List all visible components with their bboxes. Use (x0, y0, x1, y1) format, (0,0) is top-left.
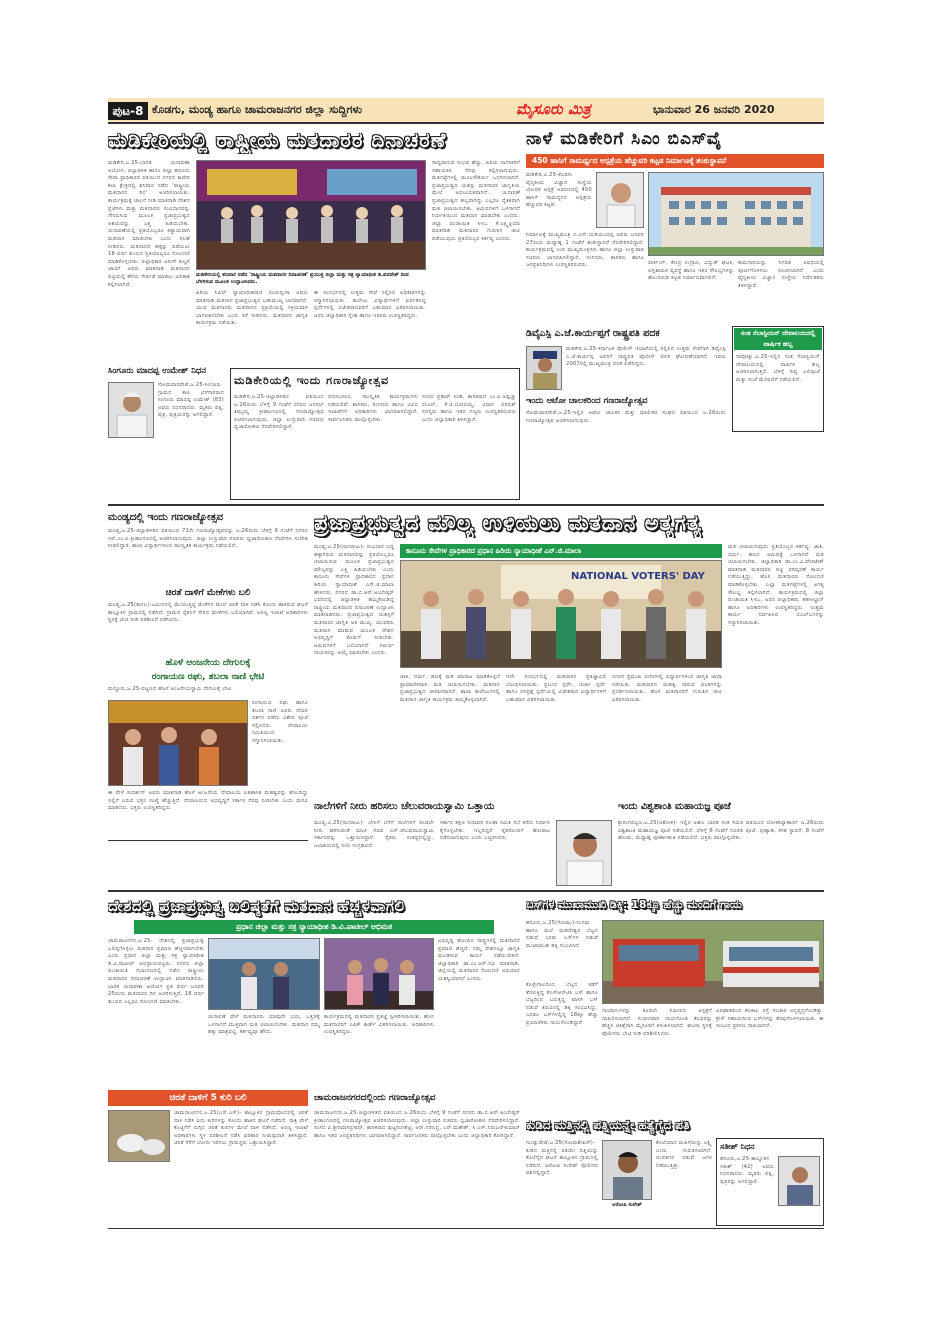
story-body: ಮಂಡ್ಯ,ಜ.25(ನಾಗರಾಜು)- ಸಂವಿಧಾನ ಬದ್ಧ ಹಕ್ಕಾಗಿರುವ ಮತದಾನವನ್ನು ಪ್ರತಿಯೊಬ್ಬರೂ ಚಲಾಯಿಸುವ ಮೂಲಕ ಪ್ರಜಾಪ್ರಭುತ್ವದ ಮೌಲ್ಯವನ್ನು ಎತ್ತಿ ಹಿಡಿಯಬೇಕು ಎಂದು ಕಾನೂನು ಸೇವೆಗಳ ಪ್ರಾಧಿಕಾರದ ಪ್ರಧಾನ ಹಿರಿಯ ನ್ಯಾಯಾಧೀಶೆ ಎನ್.ಜಿ.ಮಾಲಾ ಹೇಳಿದರು. ನಗರದ ಡಾ.ಬಿ.ಆರ್.ಅಂಬೇಡ್ಕರ್ ಭವನದಲ್ಲಿ ಜಿಲ್ಲಾಡಳಿತ ಹಮ್ಮಿಕೊಂಡಿದ್ದ ರಾಷ್ಟ್ರೀಯ ಮತದಾರರ ದಿನಾಚರಣೆ ಉದ್ಘಾಟಿಸಿ ಮಾತನಾಡಿದರು. ಪ್ರಜಾಪ್ರಭುತ್ವದ ಯಶಸ್ಸಿಗೆ ಮತದಾರರ ಜಾಗೃತಿ ಅತಿ ಮುಖ್ಯ. ಯುವಕರು ಮತದಾನ ಮಾಡುವ ಮೂಲಕ ದೇಶದ ಅಭಿವೃದ್ಧಿಗೆ ಕೊಡುಗೆ ನೀಡಬೇಕು. ಆಮಿಷಗಳಿಗೆ ಬಲಿಯಾಗದೆ ಸಮರ್ಥ ನಾಯಕರನ್ನು ಆಯ್ಕೆ ಮಾಡಬೇಕು ಎಂದರು. (314, 544, 394, 657)
headline-vishwashanti-pooja: ಇಂದು ವಿಶ್ವಶಾಂತಿ ಮಹಾಯಜ್ಞ ಪೂಜೆ (618, 801, 731, 812)
headline-leopard-goats: ಚಿರತೆ ದಾಳಿಗೆ ಮೇಕೆಗಳು ಬಲಿ (165, 588, 251, 598)
story-body: ಚುನಾವಣೆ ವೇಳೆ ಮತದಾರರು ಯಾವುದೇ ಭಯ, ಒತ್ತಡಕ್ಕೆ ಒಳಗಾಗದೆ ಮುಕ್ತವಾಗಿ ಮತ ಚಲಾಯಿಸಬೇಕು. ಮತದಾನ ನಮ್ಮ ಹಕ್ಕು ಮಾತ್ರವಲ್ಲ, ಕರ್ತವ್ಯವೂ ಹೌದು. (208, 1014, 320, 1036)
issue-date: ಭಾನುವಾರ 26 ಜನವರಿ 2020 (653, 103, 775, 116)
newspaper-name: ಮೈಸೂರು ಮಿತ್ರ (516, 100, 591, 118)
newspaper-page (108, 98, 824, 1226)
story-body: ಹನೂರು,ಜ.25-ತಾಲ್ಲೂಕಿನ ಸತೀಶ್ (42) ಅವರು ನಿಧನರಾದರು. ಮೃತರು ಪತ್ನಿ, ಪುತ್ರರನ್ನು ಅಗಲಿದ್ದಾರೆ. (720, 1156, 774, 1185)
story-body: ಹಿರಿಯ ಸಿವಿಲ್ ನ್ಯಾಯಾಧೀಶರಾದ ನೂರುನ್ನೀಸಾ ಅವರು ಮಾತನಾಡಿ ಮತದಾನ ಪ್ರಜಾಪ್ರಭುತ್ವದ ಬಹುಮುಖ್ಯ ಭಾಗವಾಗಿದೆ. ಯುವ ಮತದಾರರು ಮತದಾನದ ಪ್ರಕ್ರಿಯೆಯಲ್ಲಿ ಸಕ್ರಿಯವಾಗಿ ಭಾಗವಹಿಸಬೇಕು ಎಂದು ಕರೆ ನೀಡಿದರು. ಮತದಾರರ ಜಾಗೃತಿ ಕಾರ್ಯಕ್ರಮ ನಡೆಯಿತು. (196, 290, 308, 327)
photo-satish-portrait (778, 1156, 820, 1206)
photo-chamarajanagar-event-1 (208, 938, 320, 1010)
headline-bus-accident: ಬಸ್‍ಗಳ ಮುಖಾಮುಖಿ ಡಿಕ್ಕಿ: 18ಕ್ಕೂ ಹೆಚ್ಚು ಮಂದಿಗೆ ಗಾಯ (526, 898, 742, 911)
story-body: ಶ್ರೀರಂಗಪಟ್ಟಣ,ಜ.25(ಅಶೋಕ)- ಇಲ್ಲಿನ ಅಖಿಲ ಭಾರತ ಸಂತ ಸಮಿತಿ ವತಿಯಿಂದ ಲೋಕಕಲ್ಯಾಣಾರ್ಥ ಜ.26ರಂದು ವಿಶ್ವಶಾಂತಿ ಮಹಾಯಜ್ಞ ಪೂಜೆ ನಡೆಯಲಿದೆ. ಬೆಳಿಗ್ಗೆ 6 ಗಂಟೆಗೆ ಗಣಪತಿ ಪೂಜೆ, ಪುಣ್ಯಾಹ, ಕಳಶ ಸ್ಥಾಪನೆ, 8 ಗಂಟೆಗೆ ಹೋಮ, ಮಧ್ಯಾಹ್ನ ಪೂರ್ಣಾಹುತಿ ನಡೆಯಲಿದೆ. ಭಕ್ತರು ಪಾಲ್ಗೊಳ್ಳಬೇಕು. (618, 820, 824, 842)
story-body: ಸೋಮವಾರಪೇಟೆ,ಜ.25-ಇಲ್ಲಿನ ಆಟೋ ಚಾಲಕರ ಮತ್ತು ಮಾಲೀಕರ ಸಂಘದ ವತಿಯಿಂದ ಜ.26ರಂದು ಗಣರಾಜ್ಯೋತ್ಸವ ಆಚರಿಸಲಾಗುವುದು. (526, 410, 726, 424)
photo-accused (602, 1140, 652, 1200)
headline-hole-anjaneya-line2: ರಂಗಾಯಣ ರಘು, ತಬಲಾ ನಾಣಿ ಭೇಟಿ (151, 672, 265, 682)
story-body: ಸಂಸದ ಪ್ರತಾಪ್ ಸಿಂಹ, ಶಾಸಕರಾದ ಎಂ.ಪಿ.ಅಪ್ಪಚ್ಚು ರಂಜನ್, ಕೆ.ಜಿ.ಬೋಪಯ್ಯ, ವಿಧಾನ ಪರಿಷತ್ ಸದಸ್ಯರು ಹಾಗೂ ಇತರ ಗಣ್ಯರು ಉಪಸ್ಥಿತರಿರುವರು ಎಂದು ಜಿಲ್ಲಾಧಿಕಾರಿ ತಿಳಿಸಿದ್ದಾರೆ. (422, 394, 516, 423)
portrait-illustration (109, 383, 154, 438)
headline-cm-visit: ನಾಳೆ ಮಡಿಕೇರಿಗೆ ಸಿಎಂ ಬಿಎಸ್‍ವೈ (526, 129, 723, 149)
story-body: ಮಡಿಕೇರಿ,ಜ.25-ಜಿಲ್ಲಾಡಳಿತದ ವತಿಯಿಂದ ಜ.26ರಂದು ಬೆಳಿಗ್ಗೆ 9 ಗಂಟೆಗೆ ನಗರದ ಜನರಲ್ ತಿಮ್ಮಯ್ಯ ಕ್ರೀಡಾಂಗಣದಲ್ಲಿ ಗಣರಾಜ್ಯೋತ್ಸವ ಆಚರಿಸಲಾಗುವುದು. ಜಿಲ್ಲಾ ಉಸ್ತುವಾರಿ ಸಚಿವರು ಧ್ವಜಾರೋಹಣ ನೆರವೇರಿಸಲಿದ್ದಾರೆ. (234, 394, 324, 431)
photo-cm-portrait (596, 172, 644, 228)
section-title: ಕೊಡಗು, ಮಂಡ್ಯ ಹಾಗೂ ಚಾಮರಾಜನಗರ ಜಿಲ್ಲಾ ಸುದ್ದಿಗಳು (152, 103, 362, 116)
subheadline-democracy-values: ಕಾನೂನು ಸೇವೆಗಳ ಪ್ರಾಧಿಕಾರದ ಪ್ರಧಾನ ಹಿರಿಯ ನ್ಯಾಯಾಧೀಶೆ ಎನ್.ಜಿ.ಮಾಲಾ (400, 544, 722, 558)
headline-voters-day-madikeri: ಮಡಿಕೇರಿಯಲ್ಲಿ ರಾಷ್ಟ್ರೀಯ ಮತದಾರರ ದಿನಾಚರಣೆ (108, 128, 447, 152)
story-body: ಮಂಡ್ಯ,ಜ.25(ನಾಗರಾಜು)- ಬೇಸಿಗೆ ಬೆಳೆಗೆ ನಾಲೆಗಳಿಗೆ ಕೂಡಲೇ ನೀರು ಹರಿಸುವಂತೆ ಮಾಜಿ ಸಚಿವ ಎನ್.ಚೆಲುವರಾಯಸ್ವಾಮಿ ಸರ್ಕಾರವನ್ನು ಒತ್ತಾಯಿಸಿದ್ದಾರೆ. ರೈತರು ಸಂಕಷ್ಟದಲ್ಲಿದ್ದು, ಜಲಾಶಯದಲ್ಲಿ ನೀರು ಸಂಗ್ರಹವಿದೆ. (314, 820, 434, 849)
headline-obituary-umesh: ಸಿಂಗೂರು ಮಾದಪ್ಪ ಉಮೇಶ್ ನಿಧನ (108, 366, 207, 376)
story-body: ನಗರದ ಪ್ರಮುಖ ಬೀದಿಗಳಲ್ಲಿ ವಿದ್ಯಾರ್ಥಿಗಳಿಂದ ಜಾಗೃತಿ ಜಾಥಾ ನಡೆಯಿತು. ಮತದಾನದ ಮಹತ್ವ ಸಾರುವ ಫಲಕಗಳನ್ನು ಪ್ರದರ್ಶಿಸಲಾಯಿತು. ಹೊಸ ಮತದಾರರಿಗೆ ಗುರುತಿನ ಚೀಟಿ ವಿತರಿಸಲಾಯಿತು. (612, 674, 722, 703)
story-body: ಕೊಲೆಯಾದ ಮಹಿಳೆಯನ್ನು ಲಕ್ಷ್ಮಿ ಎಂದು ಗುರುತಿಸಲಾಗಿದೆ. ದಂಪತಿಗಳ ನಡುವೆ ಜಗಳ ನಡೆಯುತ್ತಿತ್ತು. (656, 1140, 712, 1169)
event-illustration (325, 939, 434, 1010)
page-number: ಪುಟ-8 (108, 102, 148, 120)
portrait-illustration (597, 173, 644, 228)
story-body: ಹನೂರು,ಜ.25(ಸೋಮು)-ಸಂಗಮ ಹಾಗೂ ಮಲೆ ಮಹದೇಶ್ವರ ಬೆಟ್ಟದ ನಡುವೆ ಎರಡು ಬಸ್‌ಗಳ ನಡುವೆ ಮುಖಾಮುಖಿ ಡಿಕ್ಕಿ ಸಂಭವಿಸಿದೆ. (526, 920, 598, 949)
headline-leopard-sheep: ಚಿರತೆ ದಾಳಿಗೆ 5 ಕುರಿ ಬಲಿ (108, 1090, 308, 1106)
story-body: ಮಡಿಕೇರಿ,ಜ.25-ಭಾರತ ಚುನಾವಣಾ ಆಯೋಗ, ಜಿಲ್ಲಾಡಳಿತ ಹಾಗೂ ಜಿಲ್ಲಾ ಕಾನೂನು ಸೇವಾ ಪ್ರಾಧಿಕಾರದ ವತಿಯಿಂದ ನಗರದ ಕಾವೇರಿ ಕಲಾ ಕ್ಷೇತ್ರದಲ್ಲಿ ಶನಿವಾರ ನಡೆದ 'ರಾಷ್ಟ್ರೀಯ ಮತದಾರರ ದಿನ' ಆಚರಿಸಲಾಯಿತು. ಕಾರ್ಯಕ್ರಮಕ್ಕೆ ಚಾಲನೆ ನೀಡಿ ಮಾತನಾಡಿ ದೇಶದ ಪ್ರಜೆಗಳು ಮತ್ತು ಮತದಾರರು ಸಂವಿಧಾನವನ್ನು ಗೌರವಿಸುವ ಮೂಲಕ ಪ್ರಜಾಪ್ರಭುತ್ವದ ಆಶಯವನ್ನು ಎತ್ತಿ ಹಿಡಿಯಬೇಕು. ಚುನಾವಣೆಯಲ್ಲಿ ಪ್ರತಿಯೊಬ್ಬರೂ ಕಡ್ಡಾಯವಾಗಿ ಮತದಾನ ಮಾಡಬೇಕು ಎಂದು ಸಲಹೆ ನೀಡಿದರು. ಮತದಾನದ ಹಕ್ಕನ್ನು ಪಡೆಯಲು 18 ವರ್ಷ ತುಂಬಿದ ಪ್ರತಿಯೊಬ್ಬರೂ ನೋಂದಣಿ ಮಾಡಿಕೊಳ್ಳಬೇಕು. ಜಿಲ್ಲಾಧಿಕಾರಿ ಅನೀಸ್ ಕಣ್ಮಣಿ ಜಾಯ್ ಅವರು ಮಾತನಾಡಿ ಮತದಾರರ ಪಟ್ಟಿಯಲ್ಲಿ ಹೆಸರು ಸೇರ್ಪಡೆ ಮಾಡಲು ಅವಕಾಶ ಕಲ್ಪಿಸಲಾಗಿದೆ. (108, 160, 190, 288)
story-body: ರಂಗಾಯಣ ರಘು ಹಾಗೂ ತಬಲಾ ನಾಣಿ ಅವರು ದೇವರ ದರ್ಶನ ಪಡೆದು ವಿಶೇಷ ಪೂಜೆ ಸಲ್ಲಿಸಿದರು. ದೇವಾಲಯ ಸಮಿತಿಯಿಂದ ಸನ್ಮಾನಿಸಲಾಯಿತು. (252, 700, 308, 744)
story-body: ಕೊಳ್ಳೇಗಾಲದಿಂದ ಬೆಟ್ಟದ ಕಡೆಗೆ ತೆರಳುತ್ತಿದ್ದ ಕೆಎಸ್‌ಆರ್‌ಟಿಸಿ ಬಸ್ ಹಾಗೂ ಬೆಟ್ಟದಿಂದ ಬರುತ್ತಿದ್ದ ಖಾಸಗಿ ಬಸ್ ನಡುವೆ ತಿರುವಿನಲ್ಲಿ ಡಿಕ್ಕಿ ಸಂಭವಿಸಿದ್ದು, ಎರಡೂ ಬಸ್‌ಗಳಲ್ಲಿದ್ದ 18ಕ್ಕೂ ಹೆಚ್ಚು ಪ್ರಯಾಣಿಕರು ಗಾಯಗೊಂಡಿದ್ದಾರೆ. (526, 982, 598, 1026)
portrait-illustration (779, 1157, 820, 1206)
photo-dysp-portrait (526, 346, 562, 390)
photo-chamarajanagar-event-2 (324, 938, 434, 1010)
story-body: ಚಾಮರಾಜನಗರ,ಜ.25- ದೇಶದಲ್ಲಿ ಪ್ರಜಾಪ್ರಭುತ್ವ ಬಲಿಷ್ಠಗೊಳ್ಳಲು ಮತದಾನ ಪ್ರಮಾಣ ಹೆಚ್ಚಳವಾಗಬೇಕು ಎಂದು ಪ್ರಧಾನ ಜಿಲ್ಲಾ ಮತ್ತು ಸತ್ರ ನ್ಯಾಯಾಧೀಶ ಡಿ.ವಿ.ಪಾಟೀಲ್ ಅಭಿಪ್ರಾಯಪಟ್ಟರು. ನಗರದ ಜಿಲ್ಲಾ ಪಂಚಾಯಿತಿ ಸಭಾಂಗಣದಲ್ಲಿ ನಡೆದ ರಾಷ್ಟ್ರೀಯ ಮತದಾರರ ದಿನಾಚರಣೆ ಉದ್ಘಾಟಿಸಿ ಮಾತನಾಡಿದರು. ಭಾರತ ಚುನಾವಣಾ ಆಯೋಗ ಪ್ರತಿ ವರ್ಷ ಜನವರಿ 25ರಂದು ಮತದಾರರ ದಿನ ಆಚರಿಸುತ್ತಿದೆ. 18 ವರ್ಷ ತುಂಬಿದ ಎಲ್ಲರೂ ನೋಂದಣಿ ಮಾಡಬೇಕು. (108, 938, 204, 1005)
headline-water-lakes: ನಾಲೆಗಳಿಗೆ ನೀರು ಹರಿಸಲು ಚೆಲುವರಾಯಸ್ವಾಮಿ ಒತ್ತಾಯ (314, 801, 495, 812)
story-body: ಸೋಮವಾರಪೇಟೆ,ಜ.25-ಸಿಂಗೂರು ಗ್ರಾಮದ ಕಾಫಿ ಬೆಳೆಗಾರರಾದ ಸಿಂಗೂರು ಮಾದಪ್ಪ ಉಮೇಶ್ (83) ಅವರು ನಿಧನರಾದರು. ಮೃತರು ಪತ್ನಿ, ಪುತ್ರ, ಪುತ್ರಿಯರನ್ನು ಅಗಲಿದ್ದಾರೆ. (158, 382, 224, 419)
story-body: ಚಾಮರಾಜನಗರ,ಜ.25(ಎನ್.ಎಸ್)- ತಾಲ್ಲೂಕಿನ ಗ್ರಾಮವೊಂದರಲ್ಲಿ ಚಿರತೆ ದಾಳಿ ನಡೆಸಿ ಐದು ಕುರಿಗಳನ್ನು ಕೊಂದು ಹಾಕಿದ ಘಟನೆ ನಡೆದಿದೆ. ರಾತ್ರಿ ವೇಳೆ ಕೊಟ್ಟಿಗೆಗೆ ನುಗ್ಗಿದ ಚಿರತೆ ಕುರಿಗಳ ಮೇಲೆ ದಾಳಿ ನಡೆಸಿದೆ. ಅರಣ್ಯ ಇಲಾಖೆ ಅಧಿಕಾರಿಗಳು ಸ್ಥಳ ಪರಿಶೀಲನೆ ನಡೆಸಿ ಪರಿಹಾರ ನೀಡುವುದಾಗಿ ತಿಳಿಸಿದ್ದಾರೆ. ಚಿರತೆ ಸೆರೆಗೆ ಬೋನು ಇರಿಸಲು ಗ್ರಾಮಸ್ಥರು ಒತ್ತಾಯಿಸಿದ್ದಾರೆ. (174, 1110, 308, 1147)
hospital-illustration (649, 173, 824, 256)
story-body: ಈ ಸಂದರ್ಭದಲ್ಲಿ ಉತ್ತಮ ಸೇವೆ ಸಲ್ಲಿಸಿದ ಅಧಿಕಾರಿಗಳನ್ನು ಸನ್ಮಾನಿಸಲಾಯಿತು. ಕಾಲೇಜು ವಿದ್ಯಾರ್ಥಿಗಳಿಗೆ ಏರ್ಪಡಿಸಿದ್ದ ಸ್ಪರ್ಧೆಗಳಲ್ಲಿ ವಿಜೇತರಾದವರಿಗೆ ಬಹುಮಾನ ವಿತರಿಸಲಾಯಿತು. ಅಪರ ಜಿಲ್ಲಾಧಿಕಾರಿ ಸ್ನೇಹ ಹಾಗೂ ಇತರರು ಉಪಸ್ಥಿತರಿದ್ದರು. (314, 290, 426, 319)
bus-illustration (603, 921, 824, 1004)
divider (108, 1228, 824, 1229)
story-body: ಕಾಮಗಾರಿಯನ್ನು ನಿಗದಿತ ಅವಧಿಯಲ್ಲಿ ಪೂರ್ಣಗೊಳಿಸಲು ಸೂಚಿಸಲಾಗಿದೆ ಎಂದು ವೈದ್ಯಕೀಯ ವಿಜ್ಞಾನ ಸಂಸ್ಥೆಯ ನಿರ್ದೇಶಕರು ತಿಳಿಸಿದ್ದಾರೆ. (738, 260, 824, 289)
story-body: ಗುಂಡ್ಲುಪೇಟೆ,ಜ.25(ಸೋಮಶೇಖರ್)- ಕುಡಿದ ಮತ್ತಿನಲ್ಲಿ ಪತಿಯೇ ಪತ್ನಿಯನ್ನು ಕೊಲೆಗೈದ ಘಟನೆ ತಾಲ್ಲೂಕಿನ ಗ್ರಾಮದಲ್ಲಿ ನಡೆದಿದೆ. ಆರೋಪಿ ಸುರೇಶ್ ಪೊಲೀಸರ ವಶದಲ್ಲಿದ್ದಾನೆ. (526, 1140, 598, 1177)
headline-republic-madikeri: ಮಡಿಕೇರಿಯಲ್ಲಿ ಇಂದು ಗಣರಾಜ್ಯೋತ್ಸವ (234, 374, 390, 387)
story-body: ಗಾಯಾಳುಗಳನ್ನು ಕೂಡಲೇ ಸಮೀಪದ ಆಸ್ಪತ್ರೆಗೆ ದಾಖಲಿಸಲಾಗಿದೆ. ಗಂಭೀರವಾಗಿ ಗಾಯಗೊಂಡ ಕೆಲವರನ್ನು ಹೆಚ್ಚಿನ ಚಿಕಿತ್ಸೆಗಾಗಿ ಮೈಸೂರಿಗೆ ಕಳುಹಿಸಲಾಗಿದೆ. ಘಟನಾ ಸ್ಥಳಕ್ಕೆ ಪೊಲೀಸರು ಭೇಟಿ ನೀಡಿ ಪರಿಶೀಲಿಸಿದರು. (602, 1008, 712, 1037)
story-body: ಮಂಡ್ಯ,ಜ.25(ಕಾಗಲ)-ಜಮೀನಿನಲ್ಲಿ ಮೇಯುತ್ತಿದ್ದ ಮೇಕೆಗಳ ಮೇಲೆ ಚಿರತೆ ದಾಳಿ ನಡೆಸಿ ಕೊಂದು ಹಾಕಿರುವ ಘಟನೆ ತಾಲ್ಲೂಕಿನ ಗ್ರಾಮದಲ್ಲಿ ನಡೆದಿದೆ. ಗ್ರಾಮದ ರೈತನಿಗೆ ಸೇರಿದ ಮೇಕೆಗಳು ಬಲಿಯಾಗಿವೆ. ಅರಣ್ಯ ಇಲಾಖೆ ಅಧಿಕಾರಿಗಳು ಸ್ಥಳಕ್ಕೆ ಭೇಟಿ ನೀಡಿ ಪರಿಶೀಲನೆ ನಡೆಸಿದರು. (108, 602, 308, 624)
story-body: ನಿರ್ಮಾಣಕ್ಕೆ ಮುಖ್ಯಮಂತ್ರಿ ಬಿ.ಎಸ್.ಯಡಿಯೂರಪ್ಪ ಅವರು ಜನವರಿ 27ರಂದು ಮಧ್ಯಾಹ್ನ 1 ಗಂಟೆಗೆ ಶಂಕುಸ್ಥಾಪನೆ ನೆರವೇರಿಸಲಿದ್ದಾರೆ. ಕಾರ್ಯಕ್ರಮದಲ್ಲಿ ಉಪ ಮುಖ್ಯಮಂತ್ರಿಗಳು ಹಾಗೂ ಜಿಲ್ಲಾ ಉಸ್ತುವಾರಿ ಸಚಿವರು ಭಾಗವಹಿಸಲಿದ್ದಾರೆ. ಸಂಸದರು, ಶಾಸಕರು ಹಾಗೂ ಜನಪ್ರತಿನಿಧಿಗಳು ಉಪಸ್ಥಿತರಿರುವರು. (526, 232, 644, 269)
voters-day-banner-text: NATIONAL VOTERS' DAY (571, 571, 705, 582)
headline-hole-anjaneya (108, 656, 308, 684)
divider (108, 840, 308, 841)
photo-caption-accused: ಆರೋಪಿ ಸುರೇಶ್ (612, 1202, 642, 1208)
story-body: ನಾಪೋಕ್ಲು,ಜ.25-ಇಲ್ಲಿನ ಸಂತ ಸೆಬಾಸ್ಟಿಯನ್ ದೇವಾಲಯದಲ್ಲಿ ವಾರ್ಷಿಕ ಹಬ್ಬ ಆಚರಿಸಲಾಗುತ್ತಿದೆ. ಬೆಳಿಗ್ಗೆ ದಿವ್ಯ ಬಲಿಪೂಜೆ ಮತ್ತು ಸಂಜೆ ಮೆರವಣಿಗೆ ನಡೆಯಲಿದೆ. (736, 354, 820, 383)
photo-umesh-portrait (108, 382, 154, 438)
temple-illustration (109, 701, 248, 786)
photo-temple-visit (108, 700, 248, 786)
photo-caption-voters-day: ಮಡಿಕೇರಿಯಲ್ಲಿ ಶನಿವಾರ ನಡೆದ 'ರಾಷ್ಟ್ರೀಯ ಮತದಾರರ ದಿನಾಚರಣೆ' ಪ್ರಯುಕ್ತ ಜಿಲ್ಲಾ ಮತ್ತು ಸತ್ರ ನ್ಯಾಯಾಧೀಶ ಡಿ.ಪವನೇಶ್ ದೀಪ ಬೆಳಗಿಸುವ ಮೂಲಕ ಉದ್ಘಾಟಿಸಿದರು. (196, 272, 409, 285)
subheadline-cm-visit: 450 ಹಾಸಿಗೆ ಸಾಮರ್ಥ್ಯದ ಆಸ್ಪತ್ರೆಯ ಹೆಚ್ಚುವರಿ ಕಟ್ಟಡ ನಿರ್ಮಾಣಕ್ಕೆ ಶಂಕುಸ್ಥಾಪನೆ (526, 154, 824, 168)
story-body: ಕಾರ್ಯಕ್ರಮದಲ್ಲಿ ಮತದಾರರ ಪ್ರತಿಜ್ಞೆ ಸ್ವೀಕರಿಸಲಾಯಿತು. ಹೊಸ ಮತದಾರರಿಗೆ ಎಪಿಕ್ ಕಾರ್ಡ್ ವಿತರಿಸಲಾಯಿತು. ಅಧಿಕಾರಿಗಳು ಉಪಸ್ಥಿತರಿದ್ದರು. (324, 1014, 434, 1036)
story-body: ಮದ್ದೂರು,ಜ.25-ಪಟ್ಟಣದ ಹೊಳೆ ಆಂಜನೇಯಸ್ವಾಮಿ ದೇಗುಲಕ್ಕೆ ಭೇಟಿ. (108, 686, 233, 692)
story-body: ಚಾಮರಾಜನಗರ,ಜ.25-ಜಿಲ್ಲಾಡಳಿತದ ವತಿಯಿಂದ ಜ.26ರಂದು ಬೆಳಿಗ್ಗೆ 9 ಗಂಟೆಗೆ ನಗರದ ಡಾ.ಬಿ.ಆರ್.ಅಂಬೇಡ್ಕರ್ ಕ್ರೀಡಾಂಗಣದಲ್ಲಿ ಗಣರಾಜ್ಯೋತ್ಸವ ಆಚರಿಸಲಾಗುವುದು. ಜಿಲ್ಲಾ ಉಸ್ತುವಾರಿ ಸಚಿವರು ಧ್ವಜಾರೋಹಣ ನೆರವೇರಿಸಲಿದ್ದಾರೆ. ಸಂಸದ ವಿ.ಶ್ರೀನಿವಾಸಪ್ರಸಾದ್, ಶಾಸಕರಾದ ಪುಟ್ಟರಂಗಶೆಟ್ಟಿ, ಆರ್.ನರೇಂದ್ರ, ಎನ್.ಮಹೇಶ್, ಸಿ.ಎಸ್.ನಿರಂಜನ್‌ಕುಮಾರ್ ಹಾಗೂ ಇತರ ಜನಪ್ರತಿನಿಧಿಗಳು ಭಾಗವಹಿಸಲಿದ್ದಾರೆ. ಸಾರ್ವಜನಿಕರು ಪಾಲ್ಗೊಳ್ಳಬೇಕು ಎಂದು ಜಿಲ್ಲಾಧಿಕಾರಿ ಕೋರಿದ್ದಾರೆ. (314, 1110, 520, 1139)
headline-husband-murder: ಕುಡಿದ ಮತ್ತಿನಲ್ಲಿ ಪತ್ನಿಯನ್ನೇ ಹತ್ಯೆಗೈದ ಪತಿ (526, 1118, 690, 1132)
story-body: ಮಂಡ್ಯ,ಜ.25-ಜಿಲ್ಲಾಡಳಿತದ ವತಿಯಿಂದ 71ನೇ ಗಣರಾಜ್ಯೋತ್ಸವವನ್ನು ಜ.26ರಂದು ಬೆಳಿಗ್ಗೆ 9 ಗಂಟೆಗೆ ನಗರದ ಸರ್.ಎಂ.ವಿ.ಕ್ರೀಡಾಂಗಣದಲ್ಲಿ ಆಚರಿಸಲಾಗುವುದು. ಜಿಲ್ಲಾ ಉಸ್ತುವಾರಿ ಸಚಿವರು ಧ್ವಜಾರೋಹಣ ನೆರವೇರಿಸಿ ಸಂದೇಶ ನೀಡಲಿದ್ದಾರೆ. ಶಾಲಾ ವಿದ್ಯಾರ್ಥಿಗಳಿಂದ ಸಾಂಸ್ಕೃತಿಕ ಕಾರ್ಯಕ್ರಮ ನಡೆಯಲಿದೆ. (108, 528, 308, 550)
sheep-illustration (109, 1111, 170, 1162)
headline-hole-anjaneya-line1: ಹೊಳೆ ಆಂಜನೇಯ ದೇಗುಲಕ್ಕೆ (165, 658, 251, 668)
headline-democracy-strengthen: ದೇಶದಲ್ಲಿ ಪ್ರಜಾಪ್ರಭುತ್ವ ಬಲಿಷ್ಠತೆಗೆ ಮತದಾನ ಹೆಚ್ಚಳವಾಗಲಿ (108, 897, 405, 915)
stage-illustration (197, 161, 426, 270)
subheadline-democracy-strengthen: ಪ್ರಧಾನ ಜಿಲ್ಲಾ ಮತ್ತು ಸತ್ರ ನ್ಯಾಯಾಧೀಶ ಡಿ.ವಿ.ಪಾಟೀಲ್ ಅಭಿಮತ (134, 920, 494, 934)
story-body: ಪಥಸಂಚಲನ, ಸಾಂಸ್ಕೃತಿಕ ಕಾರ್ಯಕ್ರಮಗಳು ನಡೆಯಲಿವೆ. ಶಾಸಕರು, ಸಂಸದರು ಹಾಗೂ ವಿವಿಧ ಇಲಾಖೆಗಳ ಅಧಿಕಾರಿಗಳು ಭಾಗವಹಿಸಲಿದ್ದಾರೆ. ಸಾರ್ವಜನಿಕರು ಪಾಲ್ಗೊಳ್ಳಬೇಕು. (328, 394, 418, 423)
photo-bus-accident (602, 920, 824, 1004)
story-body: ಸಾಧ್ಯವಾಗುವ ಸಂಭವ ಹೆಚ್ಚು. ಹಿರಿಯ ನಾಗರಿಕರಿಗೆ ಸಹಾಯಕರ ನೆರವು ಕಲ್ಪಿಸಲಾಗುವುದು. ಮತಗಟ್ಟೆಗಳಲ್ಲಿ ಮೂಲಸೌಕರ್ಯ ಒದಗಿಸಲಾಗಿದೆ. ಪ್ರಜಾಪ್ರಭುತ್ವದ ಯಶಸ್ಸು ಮತದಾರರ ಜಾಗೃತಿಯ ಮೇಲೆ ಅವಲಂಬಿತವಾಗಿದೆ. ಚುನಾವಣೆ ಪ್ರಜಾಪ್ರಭುತ್ವದ ಹಬ್ಬವಾಗಿದ್ದು ಎಲ್ಲರೂ ನೈತಿಕವಾಗಿ ಮತ ಚಲಾಯಿಸಬೇಕು. ಆಮಿಷಗಳಿಗೆ ಒಳಗಾಗದೆ ನಿರ್ಭೀತಿಯಿಂದ ಮತದಾನ ಮಾಡಬೇಕು ಎಂದರು. ಜಿಲ್ಲಾ ಪಂಚಾಯಿತಿ ಸಿಇಒ ಕೆ.ಲಕ್ಷ್ಮಿಪ್ರಿಯಾ ಮಾತನಾಡಿ ಮತದಾರರ ಗುರುತಿನ ಚೀಟಿ ಪಡೆಯುವುದು ಪ್ರತಿಯೊಬ್ಬರ ಕರ್ತವ್ಯ ಎಂದರು. (432, 160, 520, 242)
story-body: ಮತ ಚಲಾಯಿಸುವುದು ಪ್ರತಿಯೊಬ್ಬರ ಕರ್ತವ್ಯ. ಜಾತಿ, ಧರ್ಮ, ಹಣದ ಆಮಿಷಕ್ಕೆ ಒಳಗಾಗದೆ ಮತ ಚಲಾಯಿಸಬೇಕು. ಜಿಲ್ಲಾಧಿಕಾರಿ ಡಾ.ಎಂ.ವಿ.ವೆಂಕಟೇಶ್ ಮಾತನಾಡಿ ಮತದಾರರ ಪಟ್ಟಿ ಪರಿಷ್ಕರಣೆ ಕಾರ್ಯ ನಡೆಯುತ್ತಿದ್ದು, ಹೊಸ ಮತದಾರರು ನೋಂದಣಿ ಮಾಡಿಕೊಳ್ಳಬೇಕು. ಎಲ್ಲಾ ಮತಗಟ್ಟೆಗಳಲ್ಲಿ ಅಗತ್ಯ ಸೌಲಭ್ಯ ಕಲ್ಪಿಸಲಾಗಿದೆ. ಕಾರ್ಯಕ್ರಮದಲ್ಲಿ ಜಿಲ್ಲಾ ಪಂಚಾಯಿತಿ ಸಿಇಒ, ಅಪರ ಜಿಲ್ಲಾಧಿಕಾರಿ, ತಹಸೀಲ್ದಾರ್ ಹಾಗೂ ಅಧಿಕಾರಿಗಳು ಉಪಸ್ಥಿತರಿದ್ದರು. ಉತ್ತಮ ಕಾರ್ಯ ನಿರ್ವಹಿಸಿದ ಬಿಎಲ್‌ಒಗಳನ್ನು ಸನ್ಮಾನಿಸಲಾಯಿತು. (728, 544, 824, 626)
story-body: ಅಪಘಾತದಿಂದ ಕೆಲಕಾಲ ರಸ್ತೆ ಸಂಚಾರ ಅಸ್ತವ್ಯಸ್ತಗೊಂಡಿತ್ತು. ಕ್ರೇನ್ ಸಹಾಯದಿಂದ ಬಸ್‌ಗಳನ್ನು ತೆರವುಗೊಳಿಸಲಾಯಿತು. ಈ ಸಂಬಂಧ ಪ್ರಕರಣ ದಾಖಲಾಗಿದೆ. (716, 1008, 824, 1030)
headline-republic-mandya: ಮಂಡ್ಯದಲ್ಲಿ ಇಂದು ಗಣರಾಜ್ಯೋತ್ಸವ (108, 512, 224, 523)
divider (108, 504, 824, 506)
story-body: ಜಾತಿ, ಧರ್ಮ, ಹಣಕ್ಕೆ ಮತ ಮಾರಾಟ ಮಾಡಿಕೊಳ್ಳದೆ ಪ್ರಾಮಾಣಿಕವಾಗಿ ಮತ ಚಲಾಯಿಸಬೇಕು. ಮತದಾನ ಪ್ರಜಾಪ್ರಭುತ್ವದ ಜೀವಾಳವಾಗಿದೆ. ಶಾಲಾ ಕಾಲೇಜುಗಳಲ್ಲಿ ಮತದಾನ ಜಾಗೃತಿ ಕಾರ್ಯಕ್ರಮ ಹಮ್ಮಿಕೊಳ್ಳಲಾಗಿದೆ. (400, 674, 500, 703)
headline-democracy-values: ಪ್ರಜಾಪ್ರಭುತ್ವದ ಮೌಲ್ಯ ಉಳಿಯಲು ಮತದಾನ ಅತ್ಯಗತ್ಯ (314, 511, 702, 535)
masthead (108, 98, 824, 124)
portrait-illustration (527, 347, 562, 390)
story-body: ಈ ವೇಳೆ ಸುದರ್ಶನ್ ಅವರು ಮಾತನಾಡಿ ಹೊಳೆ ಆಂಜನೇಯ ದೇವಾಲಯ ಐತಿಹಾಸಿಕ ಮಹತ್ವವನ್ನು ಹೊಂದಿದ್ದು ಇಲ್ಲಿಗೆ ಬರುವ ಭಕ್ತರ ಸಂಖ್ಯೆ ಹೆಚ್ಚುತ್ತಿದೆ. ದೇವಾಲಯದ ಅಭಿವೃದ್ಧಿಗೆ ಸರ್ಕಾರ ನೆರವು ನೀಡಬೇಕು ಎಂದು ಮನವಿ ಮಾಡಿದರು. ಭಕ್ತರು ಉಪಸ್ಥಿತರಿದ್ದರು. (108, 790, 308, 812)
photo-voters-day-mandya (400, 560, 722, 668)
photo-voters-day-stage (196, 160, 426, 270)
story-body: ಇದೇ ಸಂದರ್ಭದಲ್ಲಿ ಮತದಾರರ ಪ್ರತಿಜ್ಞಾವಿಧಿ ಬೋಧಿಸಲಾಯಿತು. ಪ್ರಬಂಧ ಸ್ಪರ್ಧೆ, ಚರ್ಚಾ ಸ್ಪರ್ಧೆ ಹಾಗೂ ರಸಪ್ರಶ್ನೆ ಸ್ಪರ್ಧೆಯಲ್ಲಿ ವಿಜೇತರಾದ ವಿದ್ಯಾರ್ಥಿಗಳಿಗೆ ಬಹುಮಾನ ವಿತರಿಸಲಾಯಿತು. (506, 674, 606, 703)
headline-republic-chamarajanagar: ಚಾಮರಾಜನಗರದಲ್ಲಿಂದು ಗಣರಾಜ್ಯೋತ್ಸವ (314, 1093, 436, 1103)
story-body: ಅಭಿವೃದ್ಧಿ ಹೊಂದಿದ ರಾಷ್ಟ್ರಗಳಲ್ಲಿ ಮತದಾನದ ಪ್ರಮಾಣ ಹೆಚ್ಚಿದೆ. ನಮ್ಮ ದೇಶದಲ್ಲೂ ಜಾಗೃತಿ ಮೂಡಿಸುವ ಕಾರ್ಯ ನಡೆಯಬೇಕಿದೆ. ಜಿಲ್ಲಾಧಿಕಾರಿ ಡಾ.ಎಂ.ಆರ್.ರವಿ ಮಾತನಾಡಿ, ಜಿಲ್ಲೆಯಲ್ಲಿ ಮತದಾರರ ನೋಂದಣಿ ಅಭಿಯಾನ ಯಶಸ್ವಿಯಾಗಿದೆ ಎಂದರು. (438, 938, 520, 982)
portrait-illustration (603, 1141, 652, 1200)
event-illustration (209, 939, 320, 1010)
headline-church-festival: ಸಂತ ಸೆಬಾಸ್ಟಿಯನ್ ದೇವಾಲಯದಲ್ಲಿ ವಾರ್ಷಿಕ ಹಬ್ಬ (734, 328, 822, 350)
headline-obituary-satish: ಸತೀಶ್ ನಿಧನ (720, 1142, 755, 1151)
story-body: ಪಾರ್ಕಿಂಗ್, ಕೇಂದ್ರ ಉಗ್ರಾಣ, ವಿದ್ಯುತ್ ಘಟಕ, ಅಗ್ನಿಶಾಮಕ ವ್ಯವಸ್ಥೆ ಹಾಗೂ ಇತರ ಸೌಲಭ್ಯಗಳನ್ನು ಹೊಂದಿರುವ ಕಟ್ಟಡ ನಿರ್ಮಾಣವಾಗಲಿದೆ. (648, 260, 734, 282)
story-body: ಮಡಿಕೇರಿ,ಜ.25-ಕೊಡಗು ವೈದ್ಯಕೀಯ ವಿಜ್ಞಾನ ಸಂಸ್ಥೆಯ ಬೋಧಕ ಆಸ್ಪತ್ರೆ ಆವರಣದಲ್ಲಿ 450 ಹಾಸಿಗೆ ಸಾಮರ್ಥ್ಯದ ಆಸ್ಪತ್ರೆಯ ಹೆಚ್ಚುವರಿ ಕಟ್ಟಡ. (526, 172, 592, 209)
headline-dysp-award: ಡಿವೈಎಸ್ಪಿ ಎ.ಜೆ.ಕಾರ್ಯಪ್ಪಗೆ ರಾಷ್ಟ್ರಪತಿ ಪದಕ (526, 328, 660, 339)
headline-auto-republic: ಇಂದು ಆಟೋ ಚಾಲಕರಿಂದ ಗಣರಾಜ್ಯೋತ್ಸವ (526, 396, 648, 406)
divider (108, 890, 824, 892)
story-body: ಮಡಿಕೇರಿ,ಜ.25-ಕರ್ನಾಟಕ ಪೊಲೀಸ್ ಇಲಾಖೆಯಲ್ಲಿ ಸಲ್ಲಿಸಿದ ಉತ್ತಮ ಸೇವೆಗಾಗಿ ಡಿವೈಎಸ್ಪಿ ಎ.ಜೆ.ಕಾರ್ಯಪ್ಪ ಅವರಿಗೆ ರಾಷ್ಟ್ರಪತಿ ಪೊಲೀಸ್ ಪದಕ ಘೋಷಣೆಯಾಗಿದೆ. ಇವರು 2007ರಲ್ಲಿ ಮುಖ್ಯಮಂತ್ರಿ ಪದಕ ಪಡೆದಿದ್ದರು. (566, 346, 726, 368)
photo-chaluvarayaswamy (556, 820, 612, 886)
portrait-illustration (557, 821, 612, 886)
photo-hospital-building (648, 172, 824, 256)
story-body: ಸರ್ಕಾರ ತಕ್ಷಣ ನೀರಾವರಿ ಸಲಹಾ ಸಮಿತಿ ಸಭೆ ಕರೆದು ನಿರ್ಧಾರ ಕೈಗೊಳ್ಳಬೇಕು. ಇಲ್ಲದಿದ್ದರೆ ರೈತರೊಂದಿಗೆ ಹೋರಾಟ ನಡೆಸಲಾಗುವುದು ಎಂದು ಎಚ್ಚರಿಸಿದರು. (440, 820, 550, 842)
photo-sheep (108, 1110, 170, 1162)
